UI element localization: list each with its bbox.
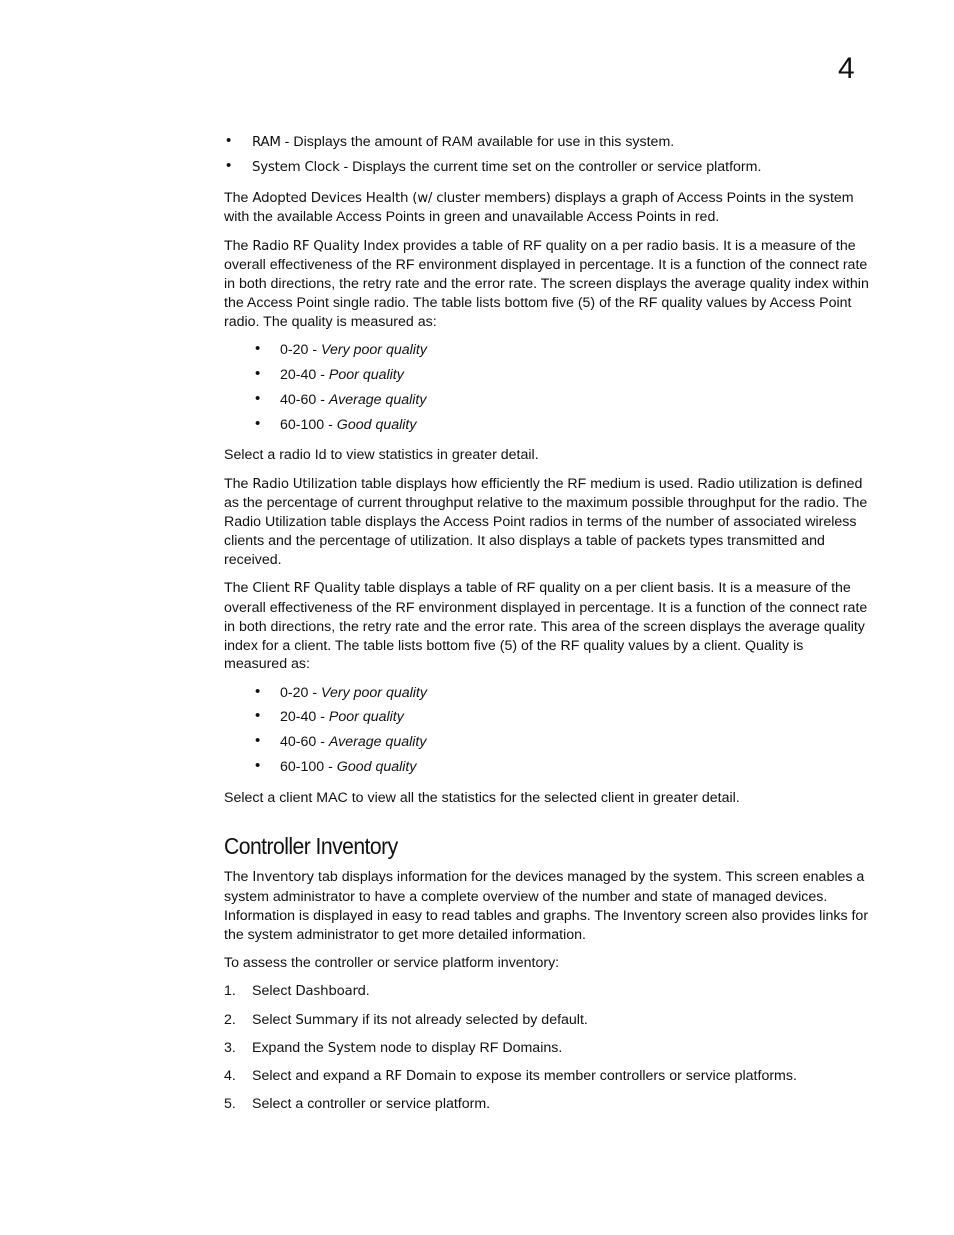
steps-list bbox=[224, 982, 869, 1123]
quality-range: 20-40 - bbox=[280, 709, 329, 726]
term: Client RF Quality bbox=[252, 581, 361, 597]
step-item bbox=[224, 982, 869, 1010]
quality-label: Poor quality bbox=[328, 366, 404, 383]
bullet-icon: • bbox=[255, 414, 261, 432]
quality-label: Average quality bbox=[328, 734, 427, 751]
term: Adopted Devices Health (w/ cluster members) bbox=[252, 190, 551, 206]
step-text: Select a controller or service platform. bbox=[252, 1096, 491, 1113]
list-item bbox=[224, 758, 869, 783]
quality-range: 60-100 - bbox=[280, 759, 337, 776]
page-content bbox=[224, 133, 869, 1123]
paragraph-inventory bbox=[224, 868, 869, 944]
list-item bbox=[224, 391, 869, 416]
term: System Clock bbox=[252, 159, 340, 175]
step-text: Select bbox=[252, 1011, 296, 1028]
text: provides a table of RF quality on a per radio basis. It is a measure of the overall effectiveness of the RF environment displayed in percentage. It is a function of the connect rate in both directions, the retry rate and the error rate. The screen displays the average quality index within the Access Point single radio. The table lists bottom five (5) of the RF quality values by Access Point radio. The quality is measured as: bbox=[224, 237, 869, 330]
paragraph-select-radio: Select a radio Id to view statistics in greater detail. bbox=[224, 447, 539, 464]
quality-list bbox=[224, 684, 869, 783]
paragraph-adopted-devices bbox=[224, 189, 869, 228]
step-item bbox=[224, 1095, 869, 1123]
paragraph-assess: To assess the controller or service platform inventory: bbox=[224, 955, 560, 972]
bullet-icon: • bbox=[255, 707, 261, 725]
quality-range: 0-20 - bbox=[280, 684, 322, 701]
paragraph-radio-utilization bbox=[224, 475, 869, 570]
text: The bbox=[224, 475, 253, 492]
list-item bbox=[224, 341, 869, 366]
quality-label: Average quality bbox=[328, 391, 427, 408]
quality-label: Very poor quality bbox=[321, 684, 427, 701]
quality-range: 0-20 - bbox=[280, 342, 322, 359]
text: displays a graph of Access Points in the system with the available Access Points in green and unavailable Access Points in red. bbox=[224, 189, 854, 226]
paragraph-radio-rf-quality bbox=[224, 237, 869, 332]
quality-range: 20-40 - bbox=[280, 366, 329, 383]
paragraph-select-client: Select a client MAC to view all the statistics for the selected client in greater detail. bbox=[224, 789, 740, 806]
list-item bbox=[224, 708, 869, 733]
list-item bbox=[224, 733, 869, 758]
quality-list bbox=[224, 341, 869, 440]
step-text: . bbox=[365, 983, 370, 1000]
step-item bbox=[224, 1011, 869, 1039]
chapter-number: 4 bbox=[838, 52, 855, 85]
text: The bbox=[224, 869, 253, 886]
term: System bbox=[327, 1040, 377, 1056]
bullet-icon: • bbox=[255, 364, 261, 382]
quality-label: Good quality bbox=[336, 416, 417, 433]
bullet-icon: • bbox=[255, 389, 261, 407]
list-item bbox=[224, 133, 869, 158]
bullet-icon: • bbox=[226, 132, 232, 149]
bullet-icon: • bbox=[226, 156, 232, 174]
term: Radio RF Quality Index bbox=[252, 238, 400, 254]
text: tab displays information for the devices managed by the system. This screen enables a system administrator to have a complete overview of the number and state of managed devices. Information is displayed in easy to read tables and graphs. The Inventory screen also provides links for the system administrator to get more detailed information. bbox=[224, 869, 869, 943]
bullet-icon: • bbox=[255, 340, 261, 358]
text: table displays how efficiently the RF medium is used. Radio utilization is defined as the percentage of current throughput relative to the maximum possible throughput for the radio. The Radio Utilization table displays the Access Point radios in terms of the number of associated wireless clients and the percentage of utilization. It also displays a table of packets types transmitted and received. bbox=[224, 475, 868, 568]
text: The bbox=[224, 189, 253, 206]
step-text: Select and expand a bbox=[252, 1067, 386, 1084]
term: Inventory bbox=[252, 870, 315, 886]
bullet-icon: • bbox=[255, 682, 261, 700]
step-item bbox=[224, 1039, 869, 1067]
step-number: 2. bbox=[224, 1011, 236, 1028]
term: RF Domain bbox=[385, 1068, 457, 1084]
term: Dashboard bbox=[295, 984, 366, 1000]
paragraph-client-rf-quality bbox=[224, 579, 869, 674]
text: table displays a table of RF quality on a per client basis. It is a measure of the overall effectiveness of the RF environment displayed in percentage. It is a function of the connect rate in both directions, the retry rate and the error rate. This area of the screen displays the average quality index for a client. The table lists bottom five (5) of the RF quality values by a client. Quality is measured as: bbox=[224, 580, 868, 673]
section-heading: Controller Inventory bbox=[224, 832, 398, 859]
item-text: - Displays the amount of RAM available for use in this system. bbox=[280, 134, 675, 150]
text: The bbox=[224, 237, 253, 254]
bullet-icon: • bbox=[255, 732, 261, 750]
term: RAM bbox=[252, 135, 281, 150]
item-text: - Displays the current time set on the controller or service platform. bbox=[339, 158, 762, 175]
step-text: Expand the bbox=[252, 1039, 328, 1056]
quality-range: 40-60 - bbox=[280, 734, 329, 751]
step-text: node to display RF Domains. bbox=[376, 1039, 563, 1056]
text: The bbox=[224, 580, 253, 597]
list-item bbox=[224, 366, 869, 391]
term: Radio Utilization bbox=[252, 476, 358, 492]
step-text: Select bbox=[252, 983, 296, 1000]
quality-range: 60-100 - bbox=[280, 416, 337, 433]
step-number: 5. bbox=[224, 1096, 236, 1113]
step-number: 1. bbox=[224, 983, 236, 1000]
quality-label: Very poor quality bbox=[321, 342, 427, 359]
step-item bbox=[224, 1067, 869, 1095]
quality-label: Poor quality bbox=[328, 709, 404, 726]
list-item bbox=[224, 158, 869, 183]
step-text: if its not already selected by default. bbox=[358, 1011, 588, 1028]
step-text: to expose its member controllers or service platforms. bbox=[456, 1067, 797, 1084]
status-bullet-list bbox=[224, 133, 869, 183]
step-number: 4. bbox=[224, 1067, 236, 1084]
quality-label: Good quality bbox=[336, 759, 417, 776]
term: Summary bbox=[295, 1012, 359, 1028]
list-item bbox=[224, 684, 869, 709]
step-number: 3. bbox=[224, 1039, 236, 1056]
quality-range: 40-60 - bbox=[280, 391, 329, 408]
bullet-icon: • bbox=[255, 757, 261, 775]
list-item bbox=[224, 416, 869, 441]
